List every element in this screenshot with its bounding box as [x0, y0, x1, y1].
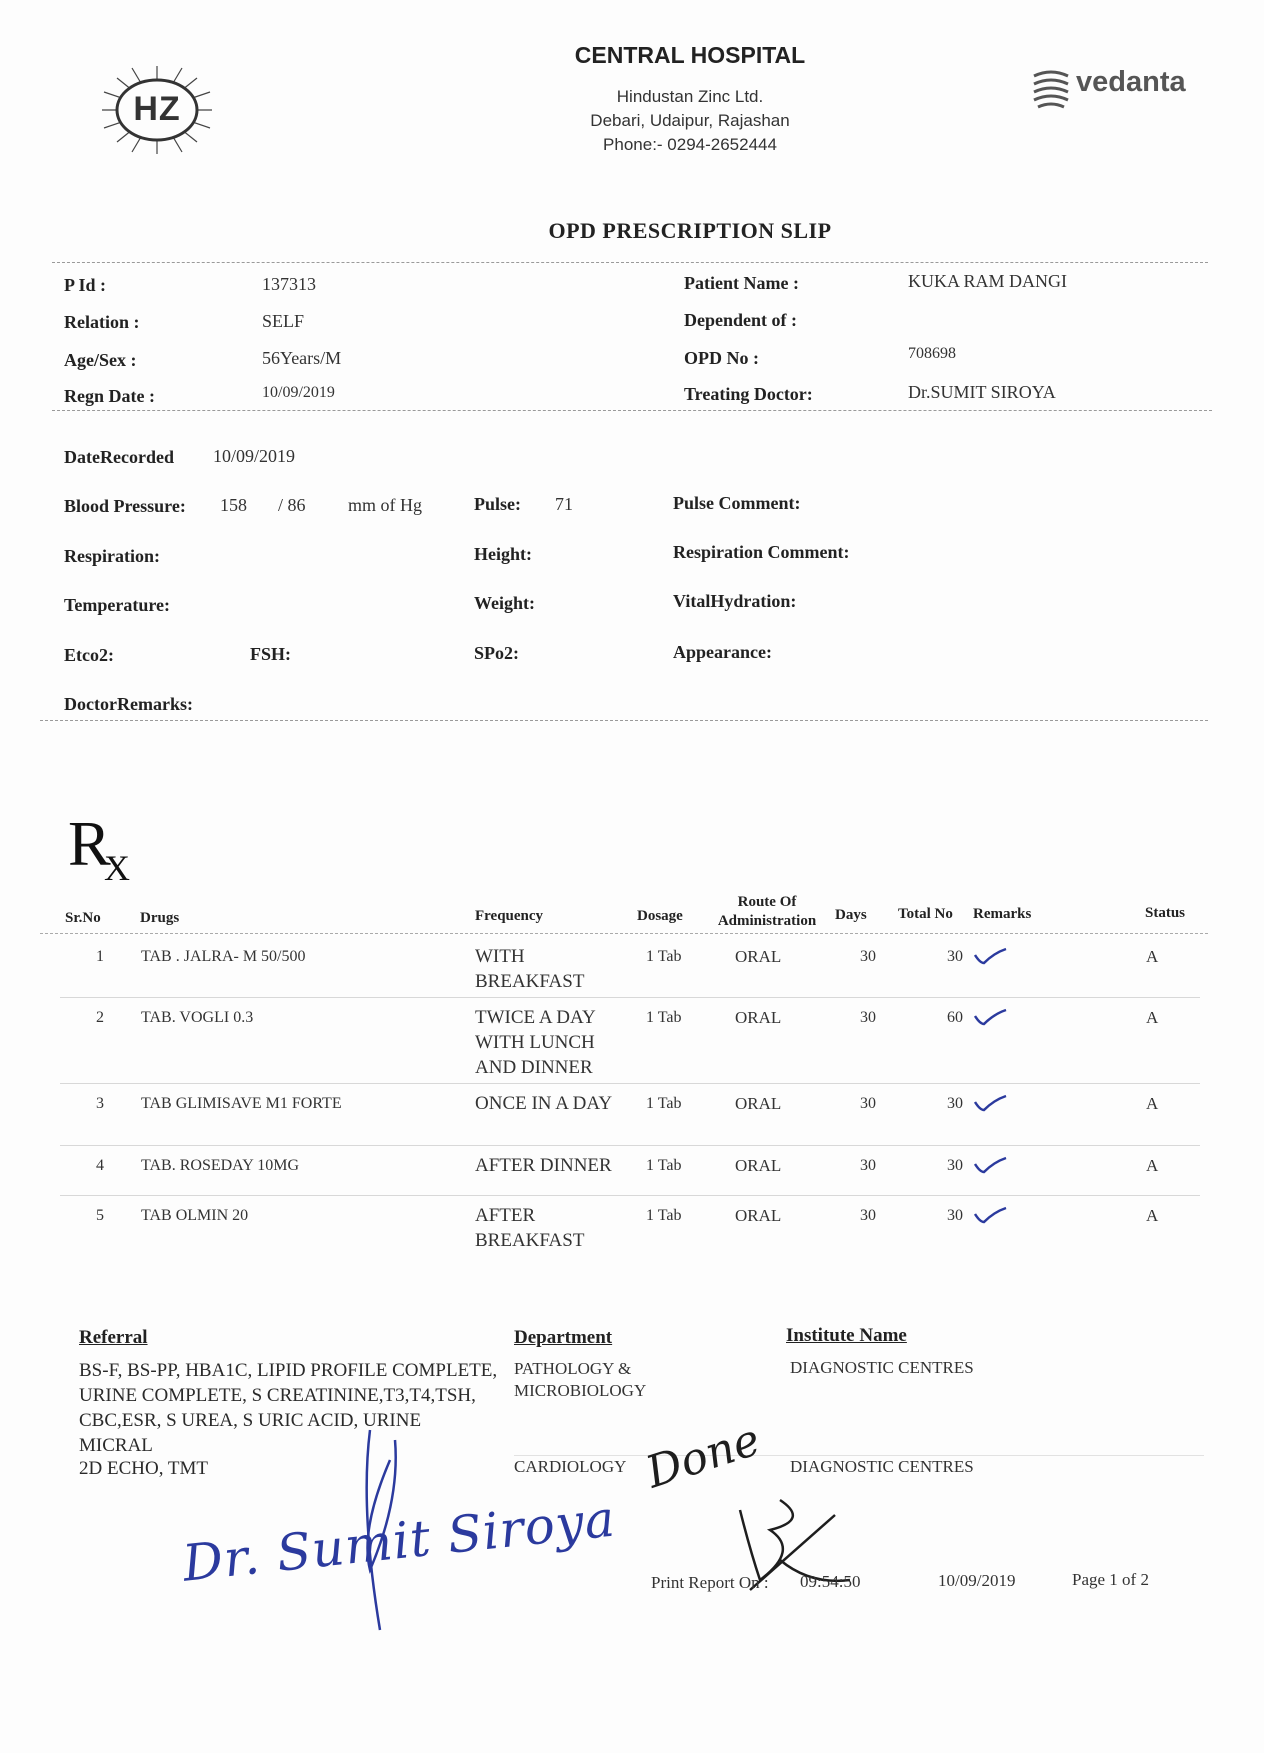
vedanta-wave-icon — [1030, 66, 1072, 110]
row-status: A — [1146, 1094, 1159, 1113]
divider-top — [52, 262, 1208, 263]
col-dosage: Dosage — [637, 908, 683, 924]
row-days: 30 — [860, 1157, 876, 1174]
row-dosage: 1 Tab — [646, 1157, 682, 1174]
row-route: ORAL — [735, 1206, 782, 1225]
row-srno: 4 — [96, 1157, 104, 1174]
pulse-label: Pulse: — [474, 494, 521, 514]
row-status: A — [1146, 1206, 1159, 1225]
row-days: 30 — [860, 948, 876, 965]
department-label: Department — [514, 1327, 613, 1348]
dependent-label: Dependent of : — [684, 310, 797, 330]
vedanta-logo — [1030, 64, 1200, 114]
table-row-divider — [60, 1083, 1200, 1084]
etco2-label: Etco2: — [64, 645, 114, 665]
col-total: Total No — [898, 906, 953, 922]
relation-value: SELF — [262, 311, 305, 331]
row-route: ORAL — [735, 1008, 782, 1027]
department-2: CARDIOLOGY — [514, 1457, 627, 1476]
pulse-value: 71 — [555, 494, 573, 514]
row-drug: TAB . JALRA- M 50/500 — [141, 948, 306, 965]
date-recorded-label: DateRecorded — [64, 447, 174, 467]
row-route: ORAL — [735, 1094, 782, 1113]
col-srno: Sr.No — [65, 910, 101, 926]
vital-hydration-label: VitalHydration: — [673, 591, 797, 611]
col-days: Days — [835, 907, 867, 923]
print-date: 10/09/2019 — [938, 1571, 1016, 1590]
referral-divider — [514, 1455, 1204, 1456]
row-frequency: WITH BREAKFAST — [475, 946, 585, 992]
hospital-line-1: Hindustan Zinc Ltd. — [616, 87, 764, 106]
vedanta-logo-text: vedanta — [1076, 66, 1186, 98]
respiration-label: Respiration: — [64, 546, 160, 566]
table-header-rule — [40, 933, 1208, 934]
col-route-1: Route Of — [737, 894, 797, 910]
row-dosage: 1 Tab — [646, 1207, 682, 1224]
hospital-line-2: Debari, Udaipur, Rajashan — [590, 111, 790, 130]
col-status: Status — [1145, 905, 1186, 921]
table-row-divider — [60, 1195, 1200, 1196]
row-dosage: 1 Tab — [646, 1009, 682, 1026]
row-frequency: ONCE IN A DAY — [475, 1093, 613, 1114]
table-row-divider — [60, 1145, 1200, 1146]
row-frequency: AFTER DINNER — [475, 1155, 612, 1176]
fsh-label: FSH: — [250, 644, 292, 664]
row-srno: 2 — [96, 1009, 104, 1026]
hospital-name: CENTRAL HOSPITAL — [574, 42, 806, 68]
weight-label: Weight: — [474, 593, 535, 613]
spo2-label: SPo2: — [474, 643, 519, 663]
remark-check-icon — [972, 1006, 1012, 1030]
row-dosage: 1 Tab — [646, 948, 682, 965]
agesex-value: 56Years/M — [262, 348, 342, 368]
rx-symbol-x: X — [104, 848, 130, 888]
opd-no-label: OPD No : — [684, 348, 759, 368]
row-drug: TAB. ROSEDAY 10MG — [141, 1157, 299, 1174]
bp-label: Blood Pressure: — [64, 496, 186, 516]
col-drugs: Drugs — [140, 910, 180, 926]
height-label: Height: — [474, 544, 532, 564]
hz-logo — [92, 60, 222, 160]
row-drug: TAB. VOGLI 0.3 — [141, 1009, 254, 1026]
patient-name-label: Patient Name : — [684, 273, 799, 293]
referral-text: BS-F, BS-PP, HBA1C, LIPID PROFILE COMPLETE, URINE COMPLETE, S CREATININE,T3,T4,TSH, CBC,ESR, S UREA, S URIC ACID, URINE MICRAL — [79, 1360, 498, 1456]
page-number: Page 1 of 2 — [1072, 1570, 1149, 1589]
department-1: PATHOLOGY & MICROBIOLOGY — [514, 1359, 647, 1400]
row-total: 30 — [947, 1157, 963, 1174]
print-time: 09:54:50 — [800, 1572, 861, 1591]
pid-label: P Id : — [64, 275, 107, 295]
divider-vitals — [40, 720, 1208, 721]
divider-patient — [52, 410, 1212, 411]
pid-value: 137313 — [262, 274, 316, 294]
referral-text-2: 2D ECHO, TMT — [79, 1458, 208, 1479]
row-route: ORAL — [735, 1156, 782, 1175]
date-recorded-value: 10/09/2019 — [213, 446, 296, 466]
row-srno: 5 — [96, 1207, 104, 1224]
row-srno: 3 — [96, 1095, 104, 1112]
row-drug: TAB OLMIN 20 — [141, 1207, 249, 1224]
row-srno: 1 — [96, 948, 104, 965]
done-note: Done — [640, 1414, 767, 1499]
signature-strokes — [300, 1420, 500, 1650]
doctor-remarks-label: DoctorRemarks: — [64, 694, 193, 714]
treating-doctor-label: Treating Doctor: — [684, 384, 813, 404]
row-status: A — [1146, 947, 1159, 966]
print-report-label: Print Report On : — [651, 1573, 769, 1592]
doctor-signature: Dr. Sumit Siroya — [180, 1489, 619, 1593]
remark-check-icon — [972, 1154, 1012, 1178]
row-status: A — [1146, 1008, 1159, 1027]
row-frequency: AFTER BREAKFAST — [475, 1205, 585, 1251]
row-status: A — [1146, 1156, 1159, 1175]
regn-date-label: Regn Date : — [64, 386, 155, 406]
institute-label: Institute Name — [786, 1325, 907, 1346]
remark-check-icon — [972, 1204, 1012, 1228]
col-route-2: Administration — [717, 913, 817, 929]
referral-label: Referral — [79, 1327, 148, 1348]
row-drug: TAB GLIMISAVE M1 FORTE — [141, 1095, 342, 1112]
doc-title: OPD PRESCRIPTION SLIP — [548, 218, 832, 243]
rx-symbol — [68, 808, 138, 892]
opd-no-value: 708698 — [908, 345, 956, 362]
row-total: 60 — [947, 1009, 963, 1026]
hz-logo-text: HZ — [133, 90, 181, 128]
appearance-label: Appearance: — [673, 642, 772, 662]
patient-name-value: KUKA RAM DANGI — [908, 271, 1068, 291]
institute-2: DIAGNOSTIC CENTRES — [790, 1457, 974, 1476]
row-total: 30 — [947, 948, 963, 965]
row-total: 30 — [947, 1207, 963, 1224]
temperature-label: Temperature: — [64, 595, 170, 615]
bp-unit: mm of Hg — [348, 495, 422, 515]
row-days: 30 — [860, 1095, 876, 1112]
respiration-comment-label: Respiration Comment: — [673, 542, 850, 562]
row-total: 30 — [947, 1095, 963, 1112]
relation-label: Relation : — [64, 312, 140, 332]
hospital-phone: Phone:- 0294-2652444 — [603, 135, 777, 154]
row-days: 30 — [860, 1009, 876, 1026]
row-frequency: TWICE A DAY WITH LUNCH AND DINNER — [475, 1007, 595, 1078]
remark-check-icon — [972, 945, 1012, 969]
regn-date-value: 10/09/2019 — [262, 384, 335, 401]
institute-1: DIAGNOSTIC CENTRES — [790, 1358, 974, 1377]
row-dosage: 1 Tab — [646, 1095, 682, 1112]
agesex-label: Age/Sex : — [64, 350, 137, 370]
row-route: ORAL — [735, 947, 782, 966]
rx-symbol-r: R — [68, 808, 111, 879]
col-frequency: Frequency — [475, 908, 544, 924]
remark-check-icon — [972, 1092, 1012, 1116]
pulse-comment-label: Pulse Comment: — [673, 493, 801, 513]
table-row-divider — [60, 997, 1200, 998]
treating-doctor-value: Dr.SUMIT SIROYA — [908, 382, 1056, 402]
bp-systolic: 158 — [220, 495, 247, 515]
bp-diastolic: / 86 — [278, 495, 306, 515]
col-remarks: Remarks — [973, 906, 1032, 922]
row-days: 30 — [860, 1207, 876, 1224]
